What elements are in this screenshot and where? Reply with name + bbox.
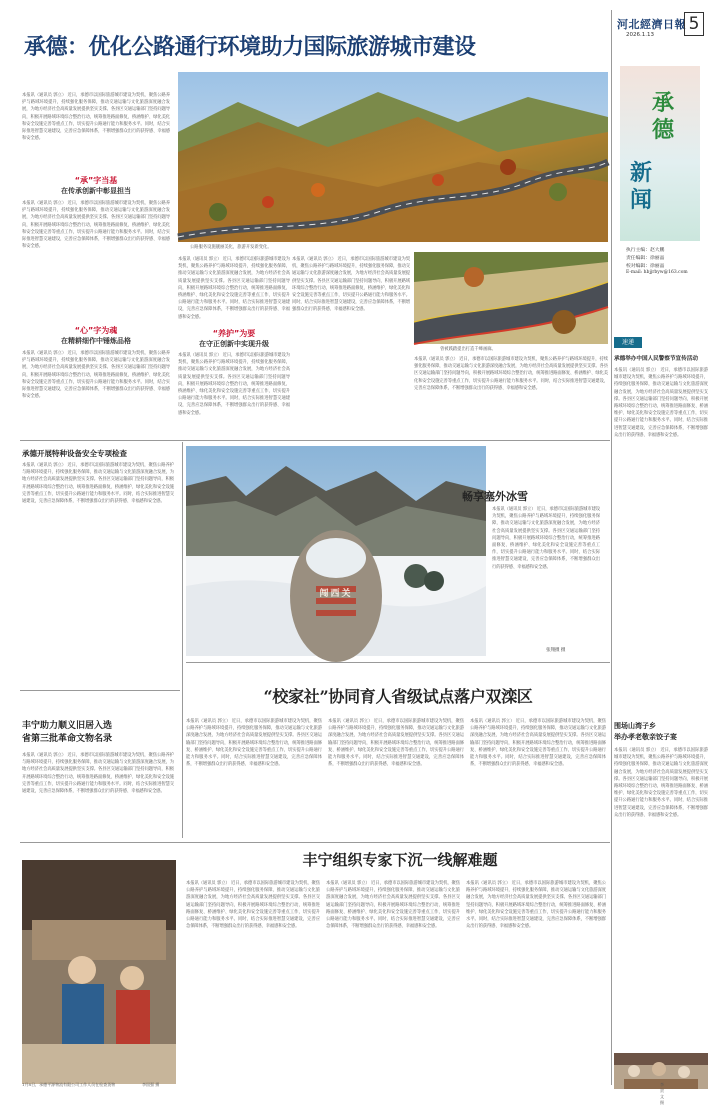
lead-text-col3: 本报讯（通讯员 郭立） 近日，承德市以国际旅游城市建设为契机，聚焦公路养护与路域环境提升，持续强化服务保障，推动交通运输与文化旅游深度融合发展，为地方经济社会高质量发展提供坚实支撑。各县区交通运输部门坚持问题导向，积极开展路域环境综合整治行动，统筹推进路面修复、桥涵维护、绿化美化和安全设施完善等重点工作，切实提升公路通行能力和服务水平。同时，结合实际推进智慧交通建设，完善应急保障体系，不断增强群众出行的获得感、幸福感和安全感。 xyxy=(292,257,410,313)
lead-text-col2b: 本报讯（通讯员 郭立） 近日，承德市以国际旅游城市建设为契机，聚焦公路养护与路域环境提升，持续强化服务保障，推动交通运输与文化旅游深度融合发展，为地方经济社会高质量发展提供坚实支撑。各县区交通运输部门坚持问题导向，积极开展路域环境综合整治行动，统筹推进路面修复、桥涵维护、绿化美化和安全设施完善等重点工作，切实提升公路通行能力和服务水平。同时，结合实际推进智慧交通建设，完善应急保障体系，不断增强群众出行的获得感、幸福感和安全感。 xyxy=(178,353,290,416)
lead-subhead-1 xyxy=(22,175,170,196)
quick-headline: 承德举办中国人民警察节宣传活动 xyxy=(614,356,698,362)
bottom-title: 丰宁组织专家下沉一线解难题 xyxy=(302,851,498,869)
story-3-text: 本报讯（通讯员 郭立） 近日，承德市以国际旅游城市建设为契机，聚焦公路养护与路域环境提升，持续强化服务保障，推动交通运输与文化旅游深度融合发展，为地方经济社会高质量发展提供坚实支撑。各县区交通运输部门坚持问题导向，积极开展路域环境综合整治行动，统筹推进路面修复、桥涵维护、绿化美化和安全设施完善等重点工作，切实提升公路通行能力和服务水平。同时，结合实际推进智慧交通建设，完善应急保障体系，不断增强群众出行的获得感、幸福感和安全感。 xyxy=(22,753,174,795)
snow-photo xyxy=(186,446,486,656)
section-char-2: 闻 xyxy=(630,187,653,213)
lead-subhead-3-line2: 在守正创新中实现升级 xyxy=(199,340,269,348)
credit-editor: 执行主编：赵大鹏 xyxy=(626,248,665,253)
quick-text: 本报讯（通讯员 郭立） 近日，承德市以国际旅游城市建设为契机，聚焦公路养护与路域环境提升，持续强化服务保障，推动交通运输与文化旅游深度融合发展，为地方经济社会高质量发展提供坚实支撑。各县区交通运输部门坚持问题导向，积极开展路域环境综合整治行动，统筹推进路面修复、桥涵维护、绿化美化和安全设施完善等重点工作，切实提升公路通行能力和服务水平。同时，结合实际推进智慧交通建设，完善应急保障体系，不断增强群众出行的获得感、幸福感和安全感。 xyxy=(614,368,708,438)
quick-sub-headline-2: 举办孝老敬亲饺子宴 xyxy=(614,733,677,741)
paper-name: 河北經濟日報 xyxy=(617,18,686,31)
story-2 xyxy=(0,440,180,690)
quick-label: 速递 xyxy=(614,337,642,348)
story-2-title: 承德开展特种设备安全专项检查 xyxy=(22,449,127,458)
lead-subhead-1-line1: “承”字当基 xyxy=(74,176,118,185)
main-title: “校家社”协同育人省级试点落户双滦区 xyxy=(263,687,533,706)
lead-feature xyxy=(0,0,612,440)
bottom-story xyxy=(0,842,664,1105)
snow-text: 本报讯（通讯员 郭立） 近日，承德市以国际旅游城市建设为契机，聚焦公路养护与路域环境提升，持续强化服务保障，推动交通运输与文化旅游深度融合发展，为地方经济社会高质量发展提供坚实支撑。各县区交通运输部门坚持问题导向，积极开展路域环境综合整治行动，统筹推进路面修复、桥涵维护、绿化美化和安全设施完善等重点工作，切实提升公路通行能力和服务水平。同时，结合实际推进智慧交通建设，完善应急保障体系，不断增强群众出行的获得感、幸福感和安全感。 xyxy=(492,507,600,570)
mountain-road-image xyxy=(178,72,608,242)
story-3-title xyxy=(22,720,182,746)
bottom-caption-left: 1月8日，承德平源物流有限公司工作人员在检查货物 xyxy=(22,1082,116,1087)
masthead xyxy=(612,0,708,50)
divider-top xyxy=(20,440,610,441)
quick-text-2: 本报讯（通讯员 郭立） 近日，承德市以国际旅游城市建设为契机，聚焦公路养护与路域环境提升，持续强化服务保障，推动交通运输与文化旅游深度融合发展，为地方经济社会高质量发展提供坚实支撑。各县区交通运输部门坚持问题导向，积极开展路域环境综合整治行动，统筹推进路面修复、桥涵维护、绿化美化和安全设施完善等重点工作，切实提升公路通行能力和服务水平。同时，结合实际推进智慧交通建设，完善应急保障体系，不断增强群众出行的获得感、幸福感和安全感。 xyxy=(614,748,708,818)
lead-subhead-1-line2: 在传承创新中彰显担当 xyxy=(61,187,131,195)
lead-photo-2-caption: 曾被践踏提出打造千峰画廊。 xyxy=(440,347,496,352)
quick-sub-headline-1: 围场山湾子乡 xyxy=(614,722,656,730)
bottom-text-2: 本报讯（通讯员 郭立） 近日，承德市以国际旅游城市建设为契机，聚焦公路养护与路域环境提升，持续强化服务保障，推动交通运输与文化旅游深度融合发展，为地方经济社会高质量发展提供坚实支撑。各县区交通运输部门坚持问题导向，积极开展路域环境综合整治行动，统筹推进路面修复、桥涵维护、绿化美化和安全设施完善等重点工作，切实提升公路通行能力和服务水平。同时，结合实际推进智慧交通建设，完善应急保障体系，不断增强群众出行的获得感、幸福感和安全感。 xyxy=(326,881,460,930)
lead-photo-2 xyxy=(414,252,608,344)
divider-sidebar xyxy=(611,10,612,1085)
divider-bottom xyxy=(20,842,610,843)
story-3-title-2: 省第三批革命文物名录 xyxy=(22,734,113,744)
lead-subhead-2 xyxy=(22,325,170,346)
section-char-1: 新 xyxy=(630,160,653,186)
divider-vertical xyxy=(182,442,183,838)
bottom-caption-right: 李贺文 摄 xyxy=(660,1082,664,1105)
bottom-text-3: 本报讯（通讯员 郭立） 近日，承德市以国际旅游城市建设为契机，聚焦公路养护与路域环境提升，持续强化服务保障，推动交通运输与文化旅游深度融合发展，为地方经济社会高质量发展提供坚实支撑。各县区交通运输部门坚持问题导向，积极开展路域环境综合整治行动，统筹推进路面修复、桥涵维护、绿化美化和安全设施完善等重点工作，切实提升公路通行能力和服务水平。同时，结合实际推进智慧交通建设，完善应急保障体系，不断增强群众出行的获得感、幸福感和安全感。 xyxy=(466,881,606,930)
main-text-3: 本报讯（通讯员 郭立） 近日，承德市以国际旅游城市建设为契机，聚焦公路养护与路域环境提升，持续强化服务保障，推动交通运输与文化旅游深度融合发展，为地方经济社会高质量发展提供坚实支撑。各县区交通运输部门坚持问题导向，积极开展路域环境综合整治行动，统筹推进路面修复、桥涵维护、绿化美化和安全设施完善等重点工作，切实提升公路通行能力和服务水平。同时，结合实际推进智慧交通建设，完善应急保障体系，不断增强群众出行的获得感、幸福感和安全感。 xyxy=(470,719,606,768)
region-char-2: 德 xyxy=(652,117,675,143)
lead-text-col4: 本报讯（通讯员 郭立） 近日，承德市以国际旅游城市建设为契机，聚焦公路养护与路域环境提升，持续强化服务保障，推动交通运输与文化旅游深度融合发展，为地方经济社会高质量发展提供坚实支撑。各县区交通运输部门坚持问题导向，积极开展路域环境综合整治行动，统筹推进路面修复、桥涵维护、绿化美化和安全设施完善等重点工作，切实提升公路通行能力和服务水平。同时，结合实际推进智慧交通建设，完善应急保障体系，不断增强群众出行的获得感、幸福感和安全感。 xyxy=(414,357,608,391)
lead-subhead-3 xyxy=(178,328,290,349)
snow-feature xyxy=(186,446,610,661)
credit-duty: 责任编辑：徐丽晶 xyxy=(626,256,665,261)
quick-sub-headline xyxy=(614,721,708,743)
snow-stone-inscription: 闯西关 xyxy=(319,589,353,599)
main-text-1: 本报讯（通讯员 郭立） 近日，承德市以国际旅游城市建设为契机，聚焦公路养护与路域环境提升，持续强化服务保障，推动交通运输与文化旅游深度融合发展，为地方经济社会高质量发展提供坚实支撑。各县区交通运输部门坚持问题导向，积极开展路域环境综合整治行动，统筹推进路面修复、桥涵维护、绿化美化和安全设施完善等重点工作，切实提升公路通行能力和服务水平。同时，结合实际推进智慧交通建设，完善应急保障体系，不断增强群众出行的获得感、幸福感和安全感。 xyxy=(186,719,322,768)
lead-photo-caption: 公路服务设施靓丽美化，旅游开发新变化。 xyxy=(190,245,272,250)
divider-left-1 xyxy=(20,690,180,691)
credit-email: E-mail: hbjjrbyw@163.com xyxy=(626,270,688,275)
bottom-photo-left xyxy=(22,860,176,1084)
road-bike-image xyxy=(414,252,608,344)
lead-title: 承德：优化公路通行环境助力国际旅游城市建设 xyxy=(24,34,476,60)
lead-subhead-2-line2: 在精耕细作中锤炼品格 xyxy=(61,337,131,345)
main-story xyxy=(186,664,610,842)
lead-subhead-2-line1: “心”字为魂 xyxy=(74,326,118,335)
bottom-author-left: 李国强 摄 xyxy=(142,1082,160,1087)
story-3-title-1: 丰宁助力顺义旧居入选 xyxy=(22,721,113,731)
lead-text-col1b: 本报讯（通讯员 郭立） 近日，承德市以国际旅游城市建设为契机，聚焦公路养护与路域环境提升，持续强化服务保障，推动交通运输与文化旅游深度融合发展，为地方经济社会高质量发展提供坚实支撑。各县区交通运输部门坚持问题导向，积极开展路域环境综合整治行动，统筹推进路面修复、桥涵维护、绿化美化和安全设施完善等重点工作，切实提升公路通行能力和服务水平。同时，结合实际推进智慧交通建设，完善应急保障体系，不断增强群众出行的获得感、幸福感和安全感。 xyxy=(22,201,170,250)
snow-stone-image xyxy=(186,446,486,656)
lead-subhead-3-line1: “养护”为要 xyxy=(212,329,256,338)
issue-date: 2026.1.13 xyxy=(626,32,654,38)
logistics-staff-image xyxy=(22,860,176,1084)
lead-photo xyxy=(178,72,608,242)
divider-main xyxy=(186,662,610,663)
credit-art: 校对编辑：徐丽晶 xyxy=(626,264,665,269)
lead-text-col1: 本报讯（通讯员 郭立） 近日，承德市以国际旅游城市建设为契机，聚焦公路养护与路域环境提升，持续强化服务保障，推动交通运输与文化旅游深度融合发展，为地方经济社会高质量发展提供坚实支撑。各县区交通运输部门坚持问题导向，积极开展路域环境综合整治行动，统筹推进路面修复、桥涵维护、绿化美化和安全设施完善等重点工作，切实提升公路通行能力和服务水平。同时，结合实际推进智慧交通建设，完善应急保障体系，不断增强群众出行的获得感、幸福感和安全感。 xyxy=(22,93,170,142)
lead-text-col2: 本报讯（通讯员 郭立） 近日，承德市以国际旅游城市建设为契机，聚焦公路养护与路域环境提升，持续强化服务保障，推动交通运输与文化旅游深度融合发展，为地方经济社会高质量发展提供坚实支撑。各县区交通运输部门坚持问题导向，积极开展路域环境综合整治行动，统筹推进路面修复、桥涵维护、绿化美化和安全设施完善等重点工作，切实提升公路通行能力和服务水平。同时，结合实际推进智慧交通建设，完善应急保障体系，不断增强群众出行的获得感、幸福感和安全感。 xyxy=(178,257,290,320)
page-number: 5 xyxy=(684,12,704,36)
bottom-text-1: 本报讯（通讯员 郭立） 近日，承德市以国际旅游城市建设为契机，聚焦公路养护与路域环境提升，持续强化服务保障，推动交通运输与文化旅游深度融合发展，为地方经济社会高质量发展提供坚实支撑。各县区交通运输部门坚持问题导向，积极开展路域环境综合整治行动，统筹推进路面修复、桥涵维护、绿化美化和安全设施完善等重点工作，切实提升公路通行能力和服务水平。同时，结合实际推进智慧交通建设，完善应急保障体系，不断增强群众出行的获得感、幸福感和安全感。 xyxy=(186,881,320,930)
main-text-2: 本报讯（通讯员 郭立） 近日，承德市以国际旅游城市建设为契机，聚焦公路养护与路域环境提升，持续强化服务保障，推动交通运输与文化旅游深度融合发展，为地方经济社会高质量发展提供坚实支撑。各县区交通运输部门坚持问题导向，积极开展路域环境综合整治行动，统筹推进路面修复、桥涵维护、绿化美化和安全设施完善等重点工作，切实提升公路通行能力和服务水平。同时，结合实际推进智慧交通建设，完善应急保障体系，不断增强群众出行的获得感、幸福感和安全感。 xyxy=(328,719,464,768)
quick-column xyxy=(612,285,708,1091)
region-char-1: 承 xyxy=(652,90,675,116)
lead-text-col1c: 本报讯（通讯员 郭立） 近日，承德市以国际旅游城市建设为契机，聚焦公路养护与路域环境提升，持续强化服务保障，推动交通运输与文化旅游深度融合发展，为地方经济社会高质量发展提供坚实支撑。各县区交通运输部门坚持问题导向，积极开展路域环境综合整治行动，统筹推进路面修复、桥涵维护、绿化美化和安全设施完善等重点工作，切实提升公路通行能力和服务水平。同时，结合实际推进智慧交通建设，完善应急保障体系，不断增强群众出行的获得感、幸福感和安全感。 xyxy=(22,351,170,400)
story-2-text: 本报讯（通讯员 郭立） 近日，承德市以国际旅游城市建设为契机，聚焦公路养护与路域环境提升，持续强化服务保障，推动交通运输与文化旅游深度融合发展，为地方经济社会高质量发展提供坚实支撑。各县区交通运输部门坚持问题导向，积极开展路域环境综合整治行动，统筹推进路面修复、桥涵维护、绿化美化和安全设施完善等重点工作，切实提升公路通行能力和服务水平。同时，结合实际推进智慧交通建设，完善应急保障体系，不断增强群众出行的获得感、幸福感和安全感。 xyxy=(22,463,174,505)
snow-title: 畅享塞外冰雪 xyxy=(462,490,528,503)
snow-author: 张翔摄 摄 xyxy=(546,648,566,653)
